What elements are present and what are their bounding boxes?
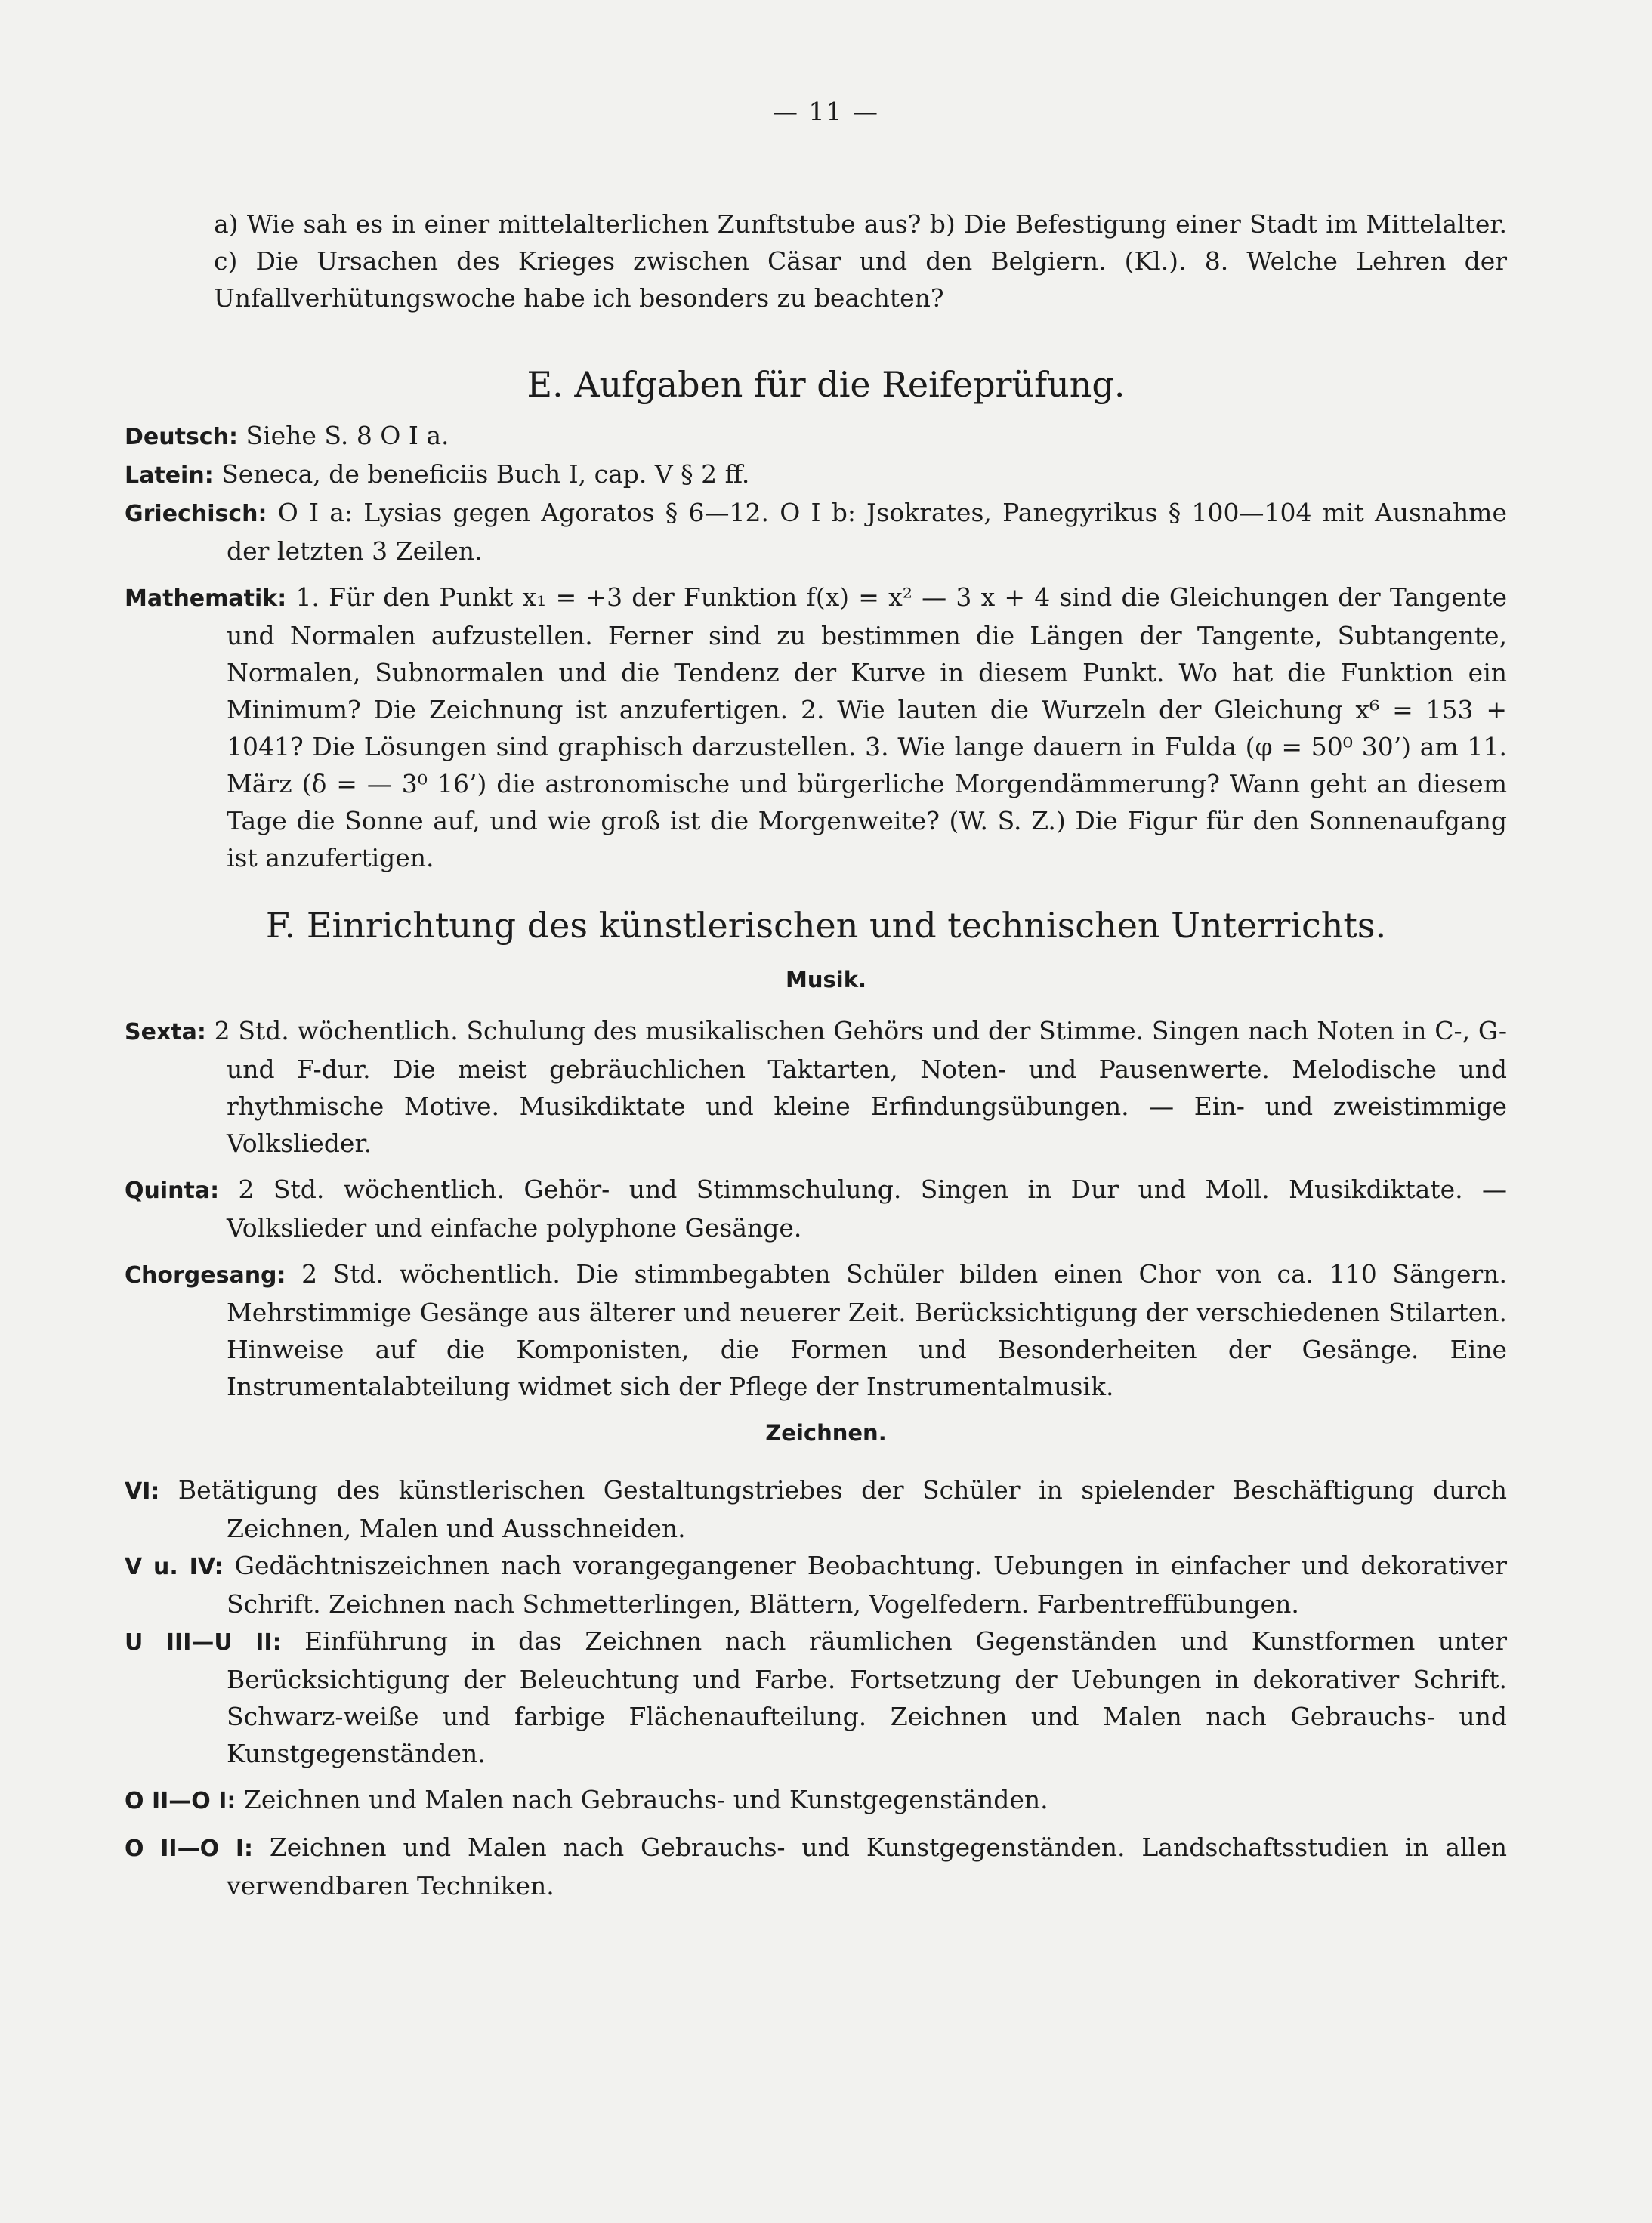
entry-text: Zeichnen und Malen nach Gebrauchs- und Kunstgegenständen. <box>243 1785 1048 1814</box>
entry-latein <box>125 455 1507 494</box>
section-e-entries <box>125 417 1507 876</box>
entry-label: Quinta: <box>125 1178 220 1204</box>
zeichnen-entries <box>125 1471 1507 1904</box>
entry-label: V u. IV: <box>125 1554 224 1580</box>
entry-label: Mathematik: <box>125 585 287 612</box>
zeichnen-subheading: Zeichnen. <box>765 1420 887 1446</box>
entry-text: Gedächtniszeichnen nach vorangegangener Beobachtung. Uebungen in einfacher und dekorativer Schrift. Zeichnen nach Schmetterlingen, Blättern, Vogelfedern. Farbentreffübungen. <box>227 1551 1507 1619</box>
entry-quinta <box>125 1171 1507 1246</box>
entry-label: O II—O I: <box>125 1788 236 1814</box>
section-e-heading: E. Aufgaben für die Reifeprüfung. <box>526 364 1126 405</box>
entry-text: Betätigung des künstlerischen Gestaltungstriebes der Schüler in spielender Beschäftigung durch Zeichnen, Malen und Ausschneiden. <box>178 1475 1507 1543</box>
intro-paragraph: a) Wie sah es in einer mittelalterlichen Zunftstube aus? b) Die Befestigung einer Stadt im Mittelalter. c) Die Ursachen des Krieges zwischen Cäsar und den Belgiern. (Kl.). 8. Welche Lehren der Unfallverhütungswoche habe ich besonders zu beachten? <box>214 209 1507 313</box>
entry-v-iv <box>125 1547 1507 1622</box>
entry-text: 2 Std. wöchentlich. Gehör- und Stimmschulung. Singen in Dur und Moll. Musikdiktate. — Volkslieder und einfache polyphone Gesänge. <box>227 1175 1507 1243</box>
section-f-heading: F. Einrichtung des künstlerischen und technischen Unterrichts. <box>265 905 1387 946</box>
entry-text: 1. Für den Punkt x₁ = +3 der Funktion f(x) = x² — 3 x + 4 sind die Gleichungen der Tangente und Normalen aufzustellen. Ferner sind zu bestimmen die Längen der Tangente, Subtangente, Normalen, Subnormalen und die Tendenz der Kurve in diesem Punkt. Wo hat die Funktion ein Minimum? Die Zeichnung ist anzufertigen. 2. Wie lauten die Wurzeln der Gleichung x⁶ = 153 + 1041? Die Lösungen sind graphisch darzustellen. 3. Wie lange dauern in Fulda (φ = 50⁰ 30’) am 11. März (δ = — 3⁰ 16’) die astronomische und bürgerliche Morgendämmerung? Wann geht an diesem Tage die Sonne auf, und wie groß ist die Morgenweite? (W. S. Z.) Die Figur für den Sonnenaufgang ist anzufertigen. <box>227 582 1507 872</box>
entry-text: Seneca, de beneficiis Buch I, cap. V § 2 ff. <box>221 459 750 489</box>
entry-sexta <box>125 1012 1507 1162</box>
entry-label: VI: <box>125 1478 160 1505</box>
entry-oii-oi-1 <box>125 1781 1507 1820</box>
entry-vi <box>125 1471 1507 1547</box>
entry-label: Deutsch: <box>125 424 238 450</box>
entry-text: Einführung in das Zeichnen nach räumlichen Gegenständen und Kunstformen unter Berücksichtigung der Beleuchtung und Farbe. Fortsetzung der Uebungen in dekorativer Schrift. Schwarz-weiße und farbige Flächenaufteilung. Zeichnen und Malen nach Gebrauchs- und Kunstgegenständen. <box>227 1626 1507 1768</box>
entry-text: Zeichnen und Malen nach Gebrauchs- und Kunstgegenständen. Landschaftsstudien in allen verwendbaren Techniken. <box>227 1832 1507 1900</box>
entry-text: Siehe S. 8 O I a. <box>245 421 449 450</box>
entry-oii-oi-2 <box>125 1829 1507 1904</box>
entry-text: O I a: Lysias gegen Agoratos § 6—12. O I b: Jsokrates, Panegyrikus § 100—104 mit Ausnahme der letzten 3 Zeilen. <box>227 498 1507 566</box>
page-number: — 11 — <box>773 97 879 126</box>
entry-uiii-uii <box>125 1622 1507 1772</box>
entry-label: O II—O I: <box>125 1836 254 1862</box>
entry-deutsch <box>125 417 1507 455</box>
entry-label: Chorgesang: <box>125 1262 286 1289</box>
entry-text: 2 Std. wöchentlich. Die stimmbegabten Schüler bilden einen Chor von ca. 110 Sängern. Mehrstimmige Gesänge aus älterer und neuerer Zeit. Berücksichtigung der verschiedenen Stilarten. Hinweise auf die Komponisten, die Formen und Besonderheiten der Gesänge. Eine Instrumentalabteilung widmet sich der Pflege der Instrumentalmusik. <box>227 1259 1507 1401</box>
entry-label: Latein: <box>125 462 214 489</box>
entry-label: U III—U II: <box>125 1629 282 1656</box>
musik-subheading: Musik. <box>785 967 866 993</box>
musik-entries <box>125 1012 1507 1405</box>
entry-chorgesang <box>125 1255 1507 1405</box>
entry-griechisch <box>125 494 1507 570</box>
entry-mathematik <box>125 579 1507 876</box>
entry-label: Griechisch: <box>125 501 267 527</box>
entry-label: Sexta: <box>125 1019 206 1045</box>
entry-text: 2 Std. wöchentlich. Schulung des musikalischen Gehörs und der Stimme. Singen nach Noten in C-, G- und F-dur. Die meist gebräuchlichen Taktarten, Noten- und Pausenwerte. Melodische und rhythmische Motive. Musikdiktate und kleine Erfindungsübungen. — Ein- und zweistimmige Volkslieder. <box>214 1016 1507 1158</box>
